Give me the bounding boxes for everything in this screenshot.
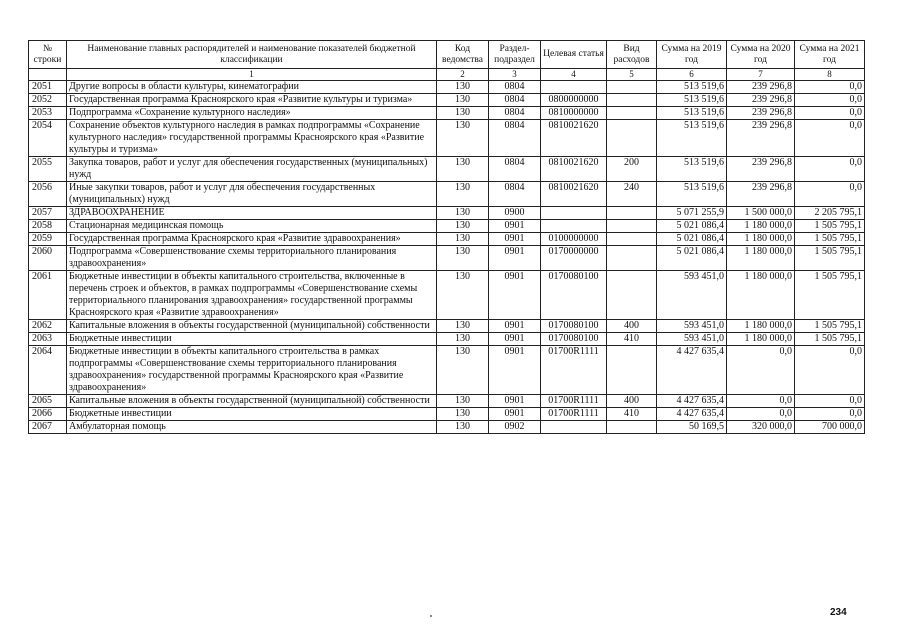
sum-2021-cell: 700 000,0 [795,421,865,434]
target-article-cell: 0170080100 [541,333,607,346]
target-article-cell: 0810000000 [541,107,607,120]
sum-2020-cell: 239 296,8 [727,120,795,157]
table-row [29,333,865,346]
section-cell: 0901 [489,333,541,346]
row-number-cell: 2054 [29,120,67,157]
department-code-cell: 130 [437,320,489,333]
sum-2021-cell: 0,0 [795,81,865,94]
sum-2020-cell: 1 180 000,0 [727,320,795,333]
name-cell: Другие вопросы в области культуры, кинематографии [67,81,437,94]
row-number-cell: 2059 [29,233,67,246]
expense-type-cell [607,81,657,94]
table-row [29,233,865,246]
department-code-cell: 130 [437,246,489,271]
section-cell: 0804 [489,94,541,107]
col-header-department-code: Код ведомства [437,41,489,69]
column-number: 2 [437,69,489,81]
sum-2019-cell: 5 021 086,4 [657,233,727,246]
table-row [29,320,865,333]
row-number-cell: 2055 [29,157,67,182]
col-header-row-number: № строки [29,41,67,69]
sum-2020-cell: 1 500 000,0 [727,207,795,220]
column-number: 5 [607,69,657,81]
sum-2021-cell: 1 505 795,1 [795,233,865,246]
sum-2019-cell: 513 519,6 [657,94,727,107]
column-number: 1 [67,69,437,81]
table-row [29,395,865,408]
name-cell: Стационарная медицинская помощь [67,220,437,233]
target-article-cell: 0170000000 [541,246,607,271]
table-row [29,107,865,120]
sum-2020-cell: 1 180 000,0 [727,246,795,271]
col-header-sum-2020: Сумма на 2020 год [727,41,795,69]
sum-2020-cell: 239 296,8 [727,157,795,182]
row-number-cell: 2052 [29,94,67,107]
name-cell: Закупка товаров, работ и услуг для обеспечения государственных (муниципальных) нужд [67,157,437,182]
table-row [29,421,865,434]
sum-2019-cell: 5 021 086,4 [657,246,727,271]
expense-type-cell: 400 [607,395,657,408]
target-article-cell: 0170080100 [541,271,607,320]
sum-2019-cell: 593 451,0 [657,333,727,346]
department-code-cell: 130 [437,81,489,94]
name-cell: Иные закупки товаров, работ и услуг для обеспечения государственных (муниципальных) нужд [67,182,437,207]
sum-2019-cell: 593 451,0 [657,320,727,333]
table-row [29,408,865,421]
name-cell: Подпрограмма «Совершенствование схемы территориального планирования здравоохранения» [67,246,437,271]
sum-2021-cell: 0,0 [795,94,865,107]
column-number-row [29,69,865,81]
target-article-cell [541,81,607,94]
name-cell: Бюджетные инвестиции в объекты капитального строительства, включенные в перечень строек и объектов, в рамках подпрограммы «Совершенствование схемы территориального планирования здравоохранения» государственной программы Красноярского края «Развитие здравоохранения» [67,271,437,320]
section-cell: 0901 [489,271,541,320]
sum-2020-cell: 0,0 [727,346,795,395]
column-number: 3 [489,69,541,81]
expense-type-cell: 410 [607,333,657,346]
section-cell: 0901 [489,346,541,395]
row-number-cell: 2061 [29,271,67,320]
column-number: 4 [541,69,607,81]
column-number: 6 [657,69,727,81]
table-row [29,157,865,182]
sum-2019-cell: 4 427 635,4 [657,346,727,395]
sum-2020-cell: 1 180 000,0 [727,220,795,233]
section-cell: 0804 [489,120,541,157]
department-code-cell: 130 [437,220,489,233]
sum-2019-cell: 593 451,0 [657,271,727,320]
target-article-cell: 0810021620 [541,120,607,157]
budget-table [28,40,865,434]
target-article-cell: 0810021620 [541,157,607,182]
name-cell: Бюджетные инвестиции в объекты капитального строительства в рамках подпрограммы «Совершенствование схемы территориального планирования здравоохранения» государственной программы Красноярского края «Развитие здравоохранения» [67,346,437,395]
sum-2019-cell: 513 519,6 [657,120,727,157]
table-body [29,69,865,434]
target-article-cell: 0810021620 [541,182,607,207]
row-number-cell: 2067 [29,421,67,434]
expense-type-cell [607,94,657,107]
table-row [29,207,865,220]
sum-2021-cell: 0,0 [795,395,865,408]
col-header-section: Раздел-подраздел [489,41,541,69]
row-number-cell: 2060 [29,246,67,271]
sum-2021-cell: 0,0 [795,157,865,182]
name-cell: Государственная программа Красноярского края «Развитие культуры и туризма» [67,94,437,107]
expense-type-cell [607,271,657,320]
section-cell: 0901 [489,320,541,333]
expense-type-cell: 200 [607,157,657,182]
row-number-cell: 2051 [29,81,67,94]
name-cell: Капитальные вложения в объекты государственной (муниципальной) собственности [67,395,437,408]
sum-2020-cell: 239 296,8 [727,81,795,94]
table-row [29,120,865,157]
section-cell: 0804 [489,182,541,207]
col-header-target-article: Целевая статья [541,41,607,69]
row-number-cell: 2065 [29,395,67,408]
target-article-cell: 01700R1111 [541,395,607,408]
section-cell: 0901 [489,233,541,246]
table-row [29,220,865,233]
sum-2020-cell: 1 180 000,0 [727,233,795,246]
sum-2021-cell: 1 505 795,1 [795,333,865,346]
sum-2020-cell: 239 296,8 [727,94,795,107]
target-article-cell [541,220,607,233]
target-article-cell [541,421,607,434]
expense-type-cell [607,233,657,246]
expense-type-cell [607,220,657,233]
department-code-cell: 130 [437,94,489,107]
name-cell: ЗДРАВООХРАНЕНИЕ [67,207,437,220]
sum-2019-cell: 4 427 635,4 [657,408,727,421]
expense-type-cell [607,120,657,157]
section-cell: 0804 [489,107,541,120]
department-code-cell: 130 [437,408,489,421]
col-header-sum-2021: Сумма на 2021 год [795,41,865,69]
row-number-cell: 2056 [29,182,67,207]
target-article-cell: 0800000000 [541,94,607,107]
expense-type-cell [607,346,657,395]
section-cell: 0900 [489,207,541,220]
section-cell: 0901 [489,408,541,421]
table-row [29,271,865,320]
target-article-cell: 0100000000 [541,233,607,246]
name-cell: Государственная программа Красноярского края «Развитие здравоохранения» [67,233,437,246]
expense-type-cell: 400 [607,320,657,333]
department-code-cell: 130 [437,120,489,157]
sum-2020-cell: 1 180 000,0 [727,333,795,346]
sum-2021-cell: 0,0 [795,408,865,421]
expense-type-cell: 240 [607,182,657,207]
section-cell: 0804 [489,157,541,182]
expense-type-cell [607,421,657,434]
table-row [29,81,865,94]
section-cell: 0901 [489,220,541,233]
col-header-sum-2019: Сумма на 2019 год [657,41,727,69]
name-cell: Бюджетные инвестиции [67,408,437,421]
sum-2019-cell: 50 169,5 [657,421,727,434]
sum-2021-cell: 1 505 795,1 [795,246,865,271]
sum-2019-cell: 513 519,6 [657,157,727,182]
sum-2020-cell: 239 296,8 [727,107,795,120]
name-cell: Бюджетные инвестиции [67,333,437,346]
column-number: 8 [795,69,865,81]
row-number-cell: 2063 [29,333,67,346]
sum-2021-cell: 0,0 [795,346,865,395]
target-article-cell: 01700R1111 [541,346,607,395]
sum-2021-cell: 0,0 [795,182,865,207]
sum-2019-cell: 513 519,6 [657,81,727,94]
department-code-cell: 130 [437,421,489,434]
sum-2021-cell: 1 505 795,1 [795,320,865,333]
row-number-cell: 2057 [29,207,67,220]
target-article-cell [541,207,607,220]
section-cell: 0901 [489,395,541,408]
expense-type-cell [607,107,657,120]
sum-2021-cell: 1 505 795,1 [795,220,865,233]
col-header-expense-type: Вид расходов [607,41,657,69]
sum-2020-cell: 239 296,8 [727,182,795,207]
sum-2020-cell: 0,0 [727,395,795,408]
col-header-name: Наименование главных распорядителей и наименование показателей бюджетной классификации [67,41,437,69]
sum-2019-cell: 5 021 086,4 [657,220,727,233]
department-code-cell: 130 [437,157,489,182]
sum-2019-cell: 4 427 635,4 [657,395,727,408]
department-code-cell: 130 [437,107,489,120]
department-code-cell: 130 [437,395,489,408]
table-row [29,94,865,107]
page-number: 234 [830,607,847,618]
sum-2019-cell: 5 071 255,9 [657,207,727,220]
department-code-cell: 130 [437,182,489,207]
row-number-cell: 2053 [29,107,67,120]
name-cell: Сохранение объектов культурного наследия в рамках подпрограммы «Сохранение культурного наследия» государственной программы Красноярского края «Развитие культуры и туризма» [67,120,437,157]
sum-2020-cell: 1 180 000,0 [727,271,795,320]
section-cell: 0901 [489,246,541,271]
department-code-cell: 130 [437,271,489,320]
name-cell: Капитальные вложения в объекты государственной (муниципальной) собственности [67,320,437,333]
section-cell: 0902 [489,421,541,434]
sum-2021-cell: 1 505 795,1 [795,271,865,320]
target-article-cell: 0170080100 [541,320,607,333]
sum-2021-cell: 0,0 [795,120,865,157]
section-cell: 0804 [489,81,541,94]
table-row [29,182,865,207]
table-row [29,246,865,271]
department-code-cell: 130 [437,233,489,246]
name-cell: Подпрограмма «Сохранение культурного наследия» [67,107,437,120]
sum-2019-cell: 513 519,6 [657,107,727,120]
sum-2020-cell: 320 000,0 [727,421,795,434]
target-article-cell: 01700R1111 [541,408,607,421]
table-row [29,346,865,395]
column-number [29,69,67,81]
row-number-cell: 2058 [29,220,67,233]
row-number-cell: 2064 [29,346,67,395]
column-number: 7 [727,69,795,81]
expense-type-cell [607,246,657,271]
sum-2021-cell: 0,0 [795,107,865,120]
name-cell: Амбулаторная помощь [67,421,437,434]
row-number-cell: 2066 [29,408,67,421]
expense-type-cell: 410 [607,408,657,421]
row-number-cell: 2062 [29,320,67,333]
sum-2020-cell: 0,0 [727,408,795,421]
department-code-cell: 130 [437,333,489,346]
department-code-cell: 130 [437,346,489,395]
department-code-cell: 130 [437,207,489,220]
expense-type-cell [607,207,657,220]
sum-2019-cell: 513 519,6 [657,182,727,207]
scan-artifact [430,615,432,617]
header-row [29,41,865,69]
sum-2021-cell: 2 205 795,1 [795,207,865,220]
